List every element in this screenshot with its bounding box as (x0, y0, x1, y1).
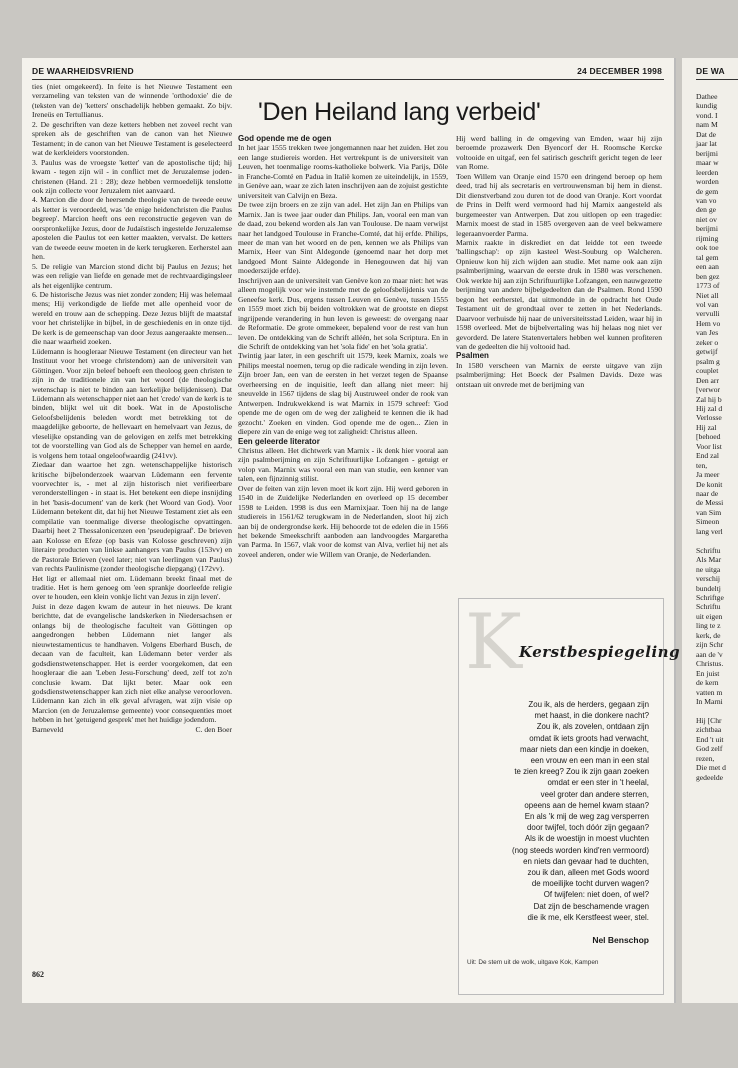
poem-line: En als 'k mij de weg zag versperren (524, 812, 649, 822)
section-heading: God opende me de ogen (238, 134, 332, 143)
next-page-line: vol van (696, 299, 719, 309)
next-page-line: van vo (696, 195, 717, 205)
next-page-line: vatten m (696, 687, 723, 697)
next-page-line: jaar lat (696, 139, 717, 149)
kerstbespiegeling-box (458, 597, 681, 995)
next-page-line: rijming (696, 233, 719, 243)
signature (32, 725, 232, 734)
next-page-line: In Marni (696, 697, 723, 706)
next-page-line: de kern (696, 678, 719, 688)
next-page-line: End zal (696, 451, 719, 461)
next-page-text (696, 92, 738, 782)
next-page-line: Zal hij b (696, 394, 722, 404)
review-paragraph: Het ligt er allemaal niet om. Lüdemann breekt finaal met de traditie. Het is hem genoeg om 'een sprankje doorleefde religie over te houden, een klein vonkje licht van Jezus in zijn leven'. (32, 573, 232, 602)
signature-name: C. den Boer (195, 724, 232, 734)
next-page-line: Christus. (696, 659, 724, 669)
next-page-line: Voor list (696, 441, 722, 451)
left-column-review (32, 82, 232, 734)
page-number: 862 (32, 970, 44, 979)
next-page-line: den ge (696, 205, 717, 215)
next-page-line: rezen, (696, 753, 715, 763)
next-page-line: de Messi (696, 498, 724, 508)
next-page-line: uit eigen (696, 611, 723, 621)
next-page-line: bundeltj (696, 583, 721, 593)
next-page-line: Schriftge (696, 593, 724, 603)
next-page-line: van Jes (696, 328, 719, 338)
drop-letter-ornament: K (465, 597, 522, 686)
next-page-line: Schriftu (696, 602, 721, 612)
review-paragraph: ties (niet omgekeerd). In feite is het Nieuwe Testament een verzameling van teksten van de winnende 'orthodoxie' die de (teksten van de) 'ketters' onschadelijk hebben gemaakt. Zo bijv. Ireneüs en Tertullianus. (32, 82, 232, 120)
next-page-line (696, 536, 738, 545)
next-page-line: niet ov (696, 214, 717, 224)
section-heading: Een geleerde literator (238, 436, 320, 446)
next-page-line: de gem (696, 186, 719, 196)
next-page-line: Hij zal d (696, 403, 723, 413)
poem-line: te zien kreeg? Zou ik zijn gaan zoeken (514, 767, 649, 777)
article-paragraph: De twee zijn broers en ze zijn van adel. Het zijn Jan en Philips van Marnix. Jan is twee jaar ouder dan Philips. Jan, vooral een man van de daad, zou bekend worden als Jan van Toulouse. De naam verwijst naar het landgoed Toulouse in Franche-Comté, dat hij erfde. Philips, meer de man van het woord en de pen, kennen we als Philips van Marnix, Heer van Sint Aldegonde (genoemd naar het dorp met landgoed Mont Sainte Aldegonde in Henegouwen dat hij van moederszijde erfde). (238, 200, 448, 276)
next-page-line: berijmi (696, 148, 718, 158)
next-page-line: [behoed (696, 432, 721, 442)
poem-line: de moeilijke tocht durven wagen? (531, 879, 649, 889)
next-page-line: getwijf (696, 347, 718, 357)
next-page-line: aan de 'v (696, 649, 723, 659)
review-paragraph: Juist in deze dagen kwam de auteur in het nieuws. De krant berichtte, dat de evangelische landskerken in Niedersachsen er onlangs bij de theologische faculteit van Göttingen op aangedrongen hebben Lüdemann niet langer als nieuwtestamenticus te handhaven. Volgens Eberhard Busch, de decaan van de faculteit, kan Lüdemann beter verder als godsdienstwetenschapper. Het is eerder voorgekomen, dat een hoogleraar die aan 'Leben Jesu-Forschung' deed, zelf tot zo'n conclusie kwam. Dat lijkt beter. Maar ook een godsdienstwetenschapper kan zich niet elke analyse veroorloven. Lüdemann kan zich in elk geval afvragen, wat zijn visie op Marcion (en de Jeruzalemse gemeente) voor consequenties moet hebben in het 'getuigend gesprek' met het huidige jodendom. (32, 601, 232, 725)
poem-line: door twijfel, toch dóór zijn gegaan? (527, 823, 649, 833)
poem-line: met haast, in die donkere nacht? (534, 711, 649, 721)
article-paragraph: Inschrijven aan de universiteit van Genève kon zo maar niet: het was alleen mogelijk voor wie instemde met de geloofsbelijdenis van de Geneefse kerk. Dus, ergens tussen Leuven en Genève, tussen 1555 en 1559 moet zich bij beiden voltrokken wat de grootste en diepst ingrijpende verandering in hun leven is geweest: de overgang naar de Reformatie. De grote ommekeer, bepalend voor de rest van hun leven. De ontdekking van de Schrift alléén, het sola Scriptura. En in die Schrift de ontdekking van het 'sola fide' en het 'sola gratia'. (238, 275, 448, 351)
signature-place: Barneveld (32, 724, 64, 734)
article-paragraph: Over de feiten van zijn leven moet ik kort zijn. Hij werd geboren in 1540 in de Zuidelijke Nederlanden en overleed op 15 december 1598 te Leiden. 1998 is dus een Marnixjaar. Toen hij na de lange studiereis in 1561/62 terugkwam in de Nederlanden, sloot hij zich aan bij de ondergrondse kerk. Hij behoorde tot de edelen die in 1566 het bekende Smeekschrift aanboden aan landvoogdes Margaretha van Parma. In 1567, vlak voor de komst van Alva, verliet hij net als zoveel anderen, onder wie Willem van Oranje, de Nederlanden. (238, 483, 448, 559)
review-paragraph: 2. De geschriften van deze ketters hebben net zoveel recht van spreken als de geschriften van de canon van het Nieuwe Testament; in de canon van het Nieuwe Testament is geselecteerd wat de kerkleiders voorstonden. (32, 119, 232, 158)
next-page-line: psalm g (696, 356, 720, 366)
next-page-line: Simeon (696, 517, 720, 527)
poem-line: die ik me, elk Kerstfeest weer, stel. (527, 912, 649, 922)
next-page-line: nam M (696, 120, 718, 130)
next-page-line (696, 706, 738, 715)
poem-line: veel groter dan andere sterren, (540, 789, 649, 799)
poem-line: een vrouw en een man in een stal (530, 756, 649, 766)
next-page-line: Hij [Chr (696, 715, 722, 725)
next-page-line: ten, (696, 460, 708, 470)
next-page-line: De konit (696, 479, 723, 489)
article-paragraph: Hij werd balling in de omgeving van Emden, waar hij zijn beroemde prozawerk Den Byencorf der H. Roomsche Kercke voltooide en uitgaf, een fel satirisch geschrift gericht tegen de leer van Rome. (456, 134, 662, 172)
next-page-line: Als Mar (696, 555, 722, 565)
next-page-line: Ja meer (696, 470, 720, 480)
article-paragraph: Christus alleen. Het dichtwerk van Marnix - ik denk hier vooral aan zijn psalmberijming en zijn Schriftuurlijke Lofzangen - getuigt er volop van. Marnix was vooral een man van studie, een kenner van talen, een fijnzinnig stilist. (238, 445, 448, 484)
masthead: DE WAARHEIDSVRIEND (32, 66, 134, 76)
next-masthead: DE WA (696, 66, 725, 76)
next-page-line: naar de (696, 489, 719, 499)
next-page-line: leerden (696, 167, 719, 177)
next-page-line: God zelf (696, 744, 723, 754)
next-page-line: couplet (696, 366, 719, 376)
next-page-line: zijn Schr (696, 640, 724, 650)
article-paragraph: In 1580 verscheen van Marnix de eerste uitgave van zijn psalmberijming: Het Boeck der Psalmen Davids. Deze was ontstaan uit onvrede met de berijming van (456, 360, 662, 389)
article-column-1 (238, 134, 448, 559)
poem-source: Uit: De stem uit de wolk, uitgave Kok, Kampen (467, 959, 599, 966)
next-page-line: tal gem (696, 252, 719, 262)
next-page-line: ne uitga (696, 564, 721, 574)
poem-author: Nel Benschop (592, 935, 649, 945)
next-page-line: Dathee (696, 92, 718, 101)
review-paragraph: 5. De religie van Marcion stond dicht bij Paulus en Jezus; het was een religie van liefde en genade met de rechtvaardigingsleer als het eigenlijke centrum. (32, 261, 232, 290)
review-paragraph: Ziedaar dan waartoe het zgn. wetenschappelijke historisch kritische bijbelonderzoek waarvan Lüdemann een fervente voorvechter is, - met al zijn historisch niet verifieerbare veronderstellingen - in staat is. Het betekent een diepe insnijding in het 'basis-document' van de kerk (het Woord van God). Voor Lüdemann betekent dit, dat hij het Nieuwe Testament ziet als een compilatie van toenmalige diverse theologische opvattingen. Daarbij heet 2 Thessalonicenzen een 'pseudepigraaf'. De brieven aan Kolosse en Efeze (op basis van Kolosse geschreven) zijn literaire producten van linkse aanhangers van Paulus (153vv) en de Pastorale Brieven (veel later; niet van leerlingen van Paulus) van rechts Paulinisme (zonder theologische diepgang) (172vv). (32, 460, 232, 574)
next-page-line: [verwor (696, 385, 721, 395)
next-page-line: Schriftu (696, 545, 721, 555)
poem-body (469, 699, 649, 923)
poem-line: Zou ik, als zovelen, ontdaan zijn (536, 722, 649, 732)
article-column-2 (456, 134, 662, 389)
review-paragraph: 3. Paulus was de vroegste 'ketter' van de apostolische tijd; hij kwam - tegen zijn wil - in conflict met de Jeruzalemse joden-christenen (Hand. 21 : 28); deze hebben vermoedelijk tenslotte ook zijn collecte voor Jeruzalem niet aanvaard. (32, 157, 232, 195)
next-page-line: Den arr (696, 375, 719, 385)
poem-line: Dat zijn de beschamende vragen (533, 901, 649, 911)
article-title: 'Den Heiland lang verbeid' (258, 98, 541, 126)
next-page-line: 1773 of (696, 281, 720, 291)
next-page-line: zichtbaa (696, 725, 722, 735)
poem-line: zou ik dan, alleen met Gods woord (527, 868, 649, 878)
next-page-line: End 't uit (696, 734, 724, 744)
next-page-line: verschij (696, 574, 721, 584)
next-page-edge (682, 58, 738, 1003)
next-page-line: zeker o (696, 337, 719, 347)
next-page-line: Verlosse (696, 413, 722, 423)
review-paragraph: 6. De historische Jezus was niet zonder zonden; Hij was helemaal mens; Hij verkondigde de liefde met alle openheid voor de wereld en trouw aan de schepping. Deze Jezus blijft de maatstaf voor het christelijke in bijbel, in de geschiedenis en in onze tijd. De kerk is de gemeenschap van door Jezus aangeraakte mensen... die naar waarheid zoeken. (32, 289, 232, 347)
poem-line: (nog steeds worden kind'ren vermoord) (511, 845, 649, 855)
poem-line: en niets dan gevaar had te duchten, (523, 856, 649, 866)
next-page-line: Dat de (696, 129, 717, 139)
poem-line: Of twijfelen: niet doen, of wel? (543, 890, 649, 900)
newspaper-page (22, 58, 681, 1003)
poem-line: Zou ik, als de herders, gegaan zijn (528, 700, 649, 709)
next-page-line: Hij zal (696, 422, 717, 432)
next-page-line: Hem vo (696, 318, 721, 328)
section-heading: Psalmen (456, 351, 489, 361)
next-page-line: van Sim (696, 507, 722, 517)
next-page-line: een aan (696, 262, 719, 272)
poem-title: Kerstbespiegeling (519, 643, 681, 661)
poem-line: maar niets dan een kindje in doeken, (520, 744, 649, 754)
review-paragraph: Lüdemann is hoogleraar Nieuwe Testament (en directeur van het Instituut voor het vroege christendom) aan de universiteit van Göttingen. Voor zijn beleef behoeft een theoloog geen christen te zijn in de traditionele zin van het woord (de theologische wetenschap is niet te binden aan kerkelijke belijdenissen). Dat Lüdemann als wetenschapper niet aan het 'credo' van de kerk is te binden, blijkt wel uit dit boek. Wat in de Apostolische Geloofsbelijdenis beleden wordt met betrekking tot de maagdelijke geboorte, de hellevaart en hemelvaart van Jezus, de vleselijke opstanding van de gelovigen en zelfs met betrekking tot de voorstelling van God als de Schepper van hemel en aarde, is volgens hem totaal ongeloofwaardig (241vv). (32, 346, 232, 460)
issue-date: 24 DECEMBER 1998 (577, 66, 662, 76)
next-page-line: berijmi (696, 224, 718, 234)
next-page-line: kerk, de (696, 630, 721, 640)
next-header-rule (696, 79, 738, 80)
article-paragraph: In het jaar 1555 trekken twee jongemannen naar het zuiden. Het zou een lange studiereis worden. Het vertrekpunt is de universiteit van Leuven, het toenmalige rooms-katholieke bolwerk. Via Parijs, Dôle in Franche-Comté en Padua in Italië komen ze uiteindelijk, in 1559, in Genève aan, waar ze zich laten inschrijven aan de zojuist gestichte universiteit van Calvijn en Beza. (238, 143, 448, 200)
next-page-line: maar w (696, 158, 719, 168)
poem-line: opeens aan de hemel kwam staan? (524, 800, 649, 810)
poem-line: omdat ik iets groots had verwacht, (529, 733, 649, 743)
next-page-line: Die met d (696, 763, 726, 773)
article-paragraph: Toen Willem van Oranje eind 1570 een dringend beroep op hem deed, trad hij als secretaris en vertrouwensman bij hem in dienst. Dit dienstverband zou duren tot de dood van Oranje. Kort voordat de Prins in Delft werd vermoord had hij Marnix aangesteld als burgemeester van Antwerpen. Dat zou uitlopen op een tragedie: Marnix moest de stad in 1585 overgeven aan de veel bekwamere legeraanvoerder Parma. (456, 171, 662, 238)
next-page-line: gedeelde (696, 772, 723, 782)
next-page-line: En juist (696, 668, 720, 678)
review-paragraph: 4. Marcion die door de heersende theologie van de tweede eeuw als ketter is veroordeeld, was 'de enige heidenchristen die Paulus begreep'. Marcion heeft ons een reconstructie gegeven van de oorspronkelijke Jezus, door de Judaïstisch ingestelde Jeruzalemse apostelen die Paulus tot een ketter maakten, vervalst. De ketters van de tweede eeuw moeten in de kerk terugkeren. Eerherstel aan hen. (32, 195, 232, 262)
next-page-line: vervulli (696, 309, 720, 319)
next-page-line: lang verl (696, 526, 723, 536)
poem-line: omdat er een ster in 't heelal, (547, 778, 649, 788)
next-page-line: ook toe (696, 243, 719, 253)
article-paragraph: Marnix raakte in diskrediet en dat leidde tot een tweede 'ballingschap': op zijn kasteel West-Souburg op Walcheren. Opnieuw kon hij zich wijden aan studie. Met name ook aan zijn psalmberijming, waarvan de eerste druk in 1580 was verschenen. Ook werkte hij aan zijn Schriftuurlijke Lofzangen, een nauwgezette berijming van andere bijbelgedeelten dan de Psalmen. Rond 1590 begon het eerherstel, dat uitmondde in de opdracht het Oude Testament uit de grondtaal over te zetten in het Nederlands. Daarvoor verhuisde hij naar de universiteitsstad Leiden, waar hij in 1598 overleed. Met de bijbelvertaling was hij helaas nog niet ver gevorderd. De latere Statenvertalers hebben wel kunnen profiteren van de gedeelten die hij voltooid had. (456, 237, 663, 351)
next-page-line: ling te z (696, 621, 721, 631)
next-page-line: kundig (696, 101, 718, 111)
header-rule (32, 79, 664, 80)
next-page-line: worden (696, 177, 719, 187)
next-page-line: vond. I (696, 110, 718, 120)
poem-line: Als ik de woestijn in moest vluchten (524, 834, 649, 844)
next-page-line: ben gez (696, 271, 720, 281)
next-page-line: Niet all (696, 290, 719, 300)
article-paragraph: Twintig jaar later, in een geschrift uit 1579, keek Marnix, zoals we Philips meestal noemen, terug op die radicale wending in zijn leven. Zijn broer Jan, een van de eersten in het verzet tegen de Spaanse overheersing en de inquisitie, leeft dan allang niet meer: hij sneuvelde in 1567 tijdens de slag bij Austruweel onder de rook van Antwerpen. Indrukwekkend is wat Marnix in 1579 schreef: 'God opende me de ogen om de weg der zaligheid te kennen die ik had gezocht.' Zoeken en vinden. God opende me de ogen... Zien in diepere zin van de enige weg tot zaligheid: Christus alleen. (238, 351, 448, 437)
